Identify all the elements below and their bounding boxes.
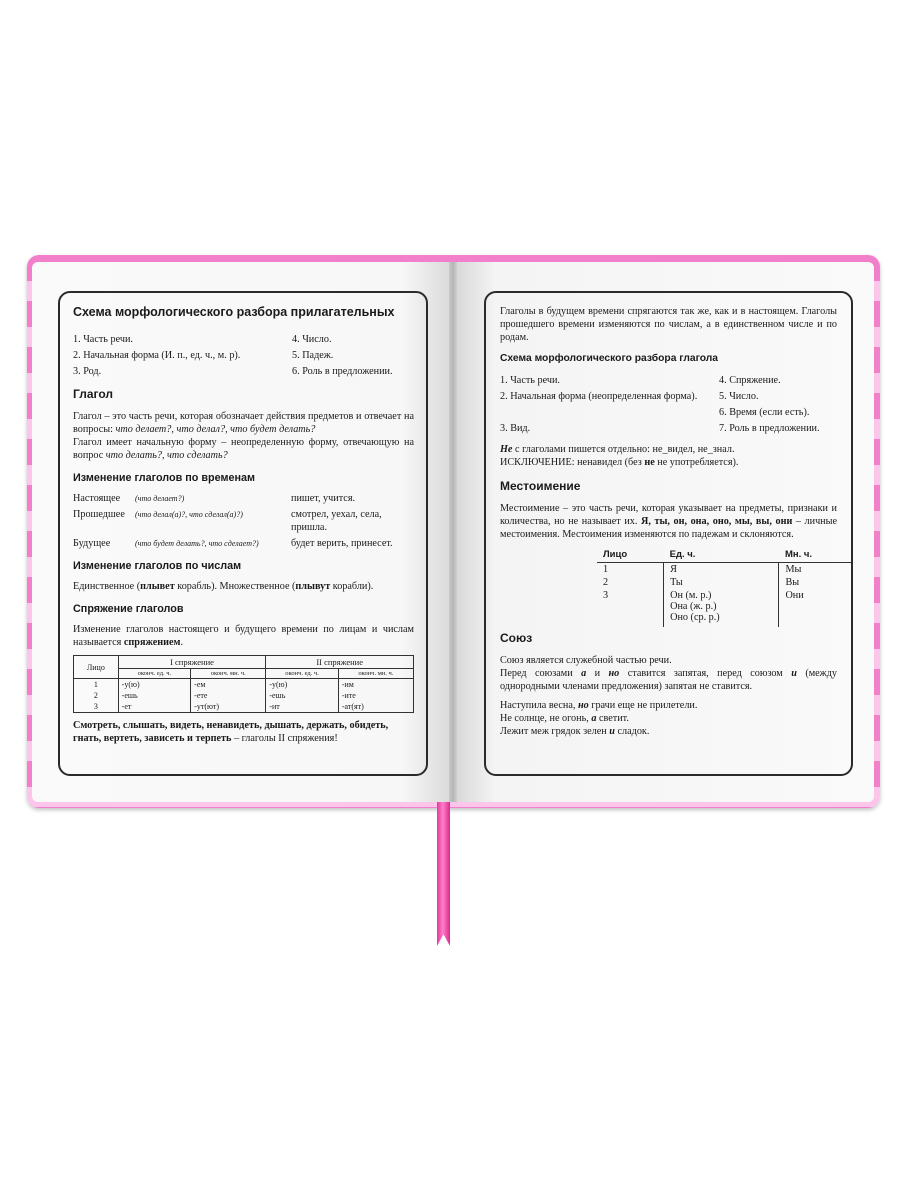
number-heading: Изменение глаголов по числам [73,560,242,572]
verb-scheme-list [500,374,837,435]
union-example: Не солнце, не огонь, а светит. [500,713,629,724]
pronoun-heading: Местоимение [500,479,581,493]
list-item: 2. Начальная форма (неопределенная форма). [500,391,698,402]
left-content-frame [58,291,428,776]
verb-initial-form: Глагол имеет начальную форму – неопределенную форму, отвечающую на вопрос что делать?, что сделать? [73,437,414,461]
tense-question: (что будет делать?, что сделает?) [135,539,259,548]
union-heading: Союз [500,631,533,645]
ne-rule: Не с глаголами пишется отдельно: не_видел, не_знал. [500,444,735,455]
adjective-scheme-title: Схема морфологического разбора прилагательных [73,305,395,319]
tense-example: будет верить, принесет. [291,538,393,549]
tense-question: (что делал(а)?, что сделал(а)?) [135,510,243,519]
union-rule: Перед союзами а и но ставится запятая, перед союзом и (между однородными членами предложения) запятая не ставится. [500,668,837,692]
pronoun-table [597,547,851,627]
list-item: 5. Падеж. [292,350,334,361]
table-subheader: оконч. ед. ч. [118,669,191,679]
future-tense-text: Глаголы в будущем времени спрягаются так же, как и в настоящем. Глаголы прошедшего времени изменяются по числам, а в единственном числе и по родам. [500,306,837,343]
table-row: 1 Я Мы [597,563,851,577]
union-definition: Союз является служебной частью речи. [500,655,672,666]
table-subheader: оконч. мн. ч. [338,669,413,679]
list-item: 3. Вид. [500,423,531,434]
list-item: 4. Число. [292,334,332,345]
table-header: I спряжение [118,656,266,669]
conjugation-exceptions: Смотреть, слышать, видеть, ненавидеть, дышать, держать, обидеть, гнать, вертеть, зависеть и терпеть – глаголы II спряжения! [73,720,389,744]
right-content-frame [484,291,853,776]
verb-definition: Глагол – это часть речи, которая обозначает действия предметов и отвечает на вопросы: что делает?, что делал?, что будет делать? [73,411,414,435]
table-subheader: оконч. ед. ч. [266,669,339,679]
table-header: Мн. ч. [779,547,851,563]
tense-heading: Изменение глаголов по временам [73,472,255,484]
tense-name: Прошедшее [73,509,125,520]
table-row: 2 -ешь -ете -ешь -ите [74,690,414,701]
list-item: 5. Число. [719,391,759,402]
tense-list [73,492,414,550]
table-header: Ед. ч. [664,547,779,563]
book-spine [449,262,457,802]
verb-scheme-title: Схема морфологического разбора глагола [500,353,719,364]
tense-example: смотрел, уехал, села, пришла. [291,509,382,533]
union-example: Наступила весна, но грачи еще не прилетели. [500,700,698,711]
table-header: Лицо [74,656,119,679]
ne-exception: ИСКЛЮЧЕНИЕ: ненавидел (без не не употребляется). [500,457,739,468]
list-item: 6. Время (если есть). [719,407,810,418]
conjugation-table [73,655,414,713]
tense-example: пишет, учится. [291,493,356,504]
table-row: 1 -у(ю) -ем -у(ю) -им [74,679,414,691]
table-subheader: оконч. мн. ч. [191,669,266,679]
list-item: 2. Начальная форма (И. п., ед. ч., м. р). [73,350,241,361]
table-header: Лицо [597,547,664,563]
list-item: 1. Часть речи. [500,375,560,386]
list-item: 7. Роль в предложении. [719,423,820,434]
tense-question: (что делает?) [135,494,185,503]
list-item: 3. Род. [73,366,102,377]
number-text: Единственное (плывет корабль). Множественное (плывут корабли). [73,581,374,592]
table-row: 3 -ет -ут(ют) -ит -ат(ят) [74,701,414,713]
list-item: 4. Спряжение. [719,375,781,386]
union-example: Лежит меж грядок зелен и сладок. [500,726,650,737]
conjugation-text: Изменение глаголов настоящего и будущего времени по лицам и числам называется спряжением. [73,624,414,648]
pronoun-definition: Местоимение – это часть речи, которая указывает на предметы, признаки и количества, но не называет их. Я, ты, он, она, оно, мы, вы, они – личные местоимения. Местоимения изменяются по падежам и склоняются. [500,503,838,540]
bookmark-ribbon [437,800,450,946]
list-item: 1. Часть речи. [73,334,133,345]
table-header: II спряжение [266,656,414,669]
tense-name: Будущее [73,538,111,549]
table-row: 2 Ты Вы [597,576,851,589]
tense-name: Настоящее [73,493,121,504]
list-item: 6. Роль в предложении. [292,366,393,377]
table-row: 3 Он (м. р.) Она (ж. р.) Оно (ср. р.) Они [597,589,851,627]
conjugation-heading: Спряжение глаголов [73,603,184,615]
adjective-scheme-list [73,333,414,378]
verb-heading: Глагол [73,387,113,401]
